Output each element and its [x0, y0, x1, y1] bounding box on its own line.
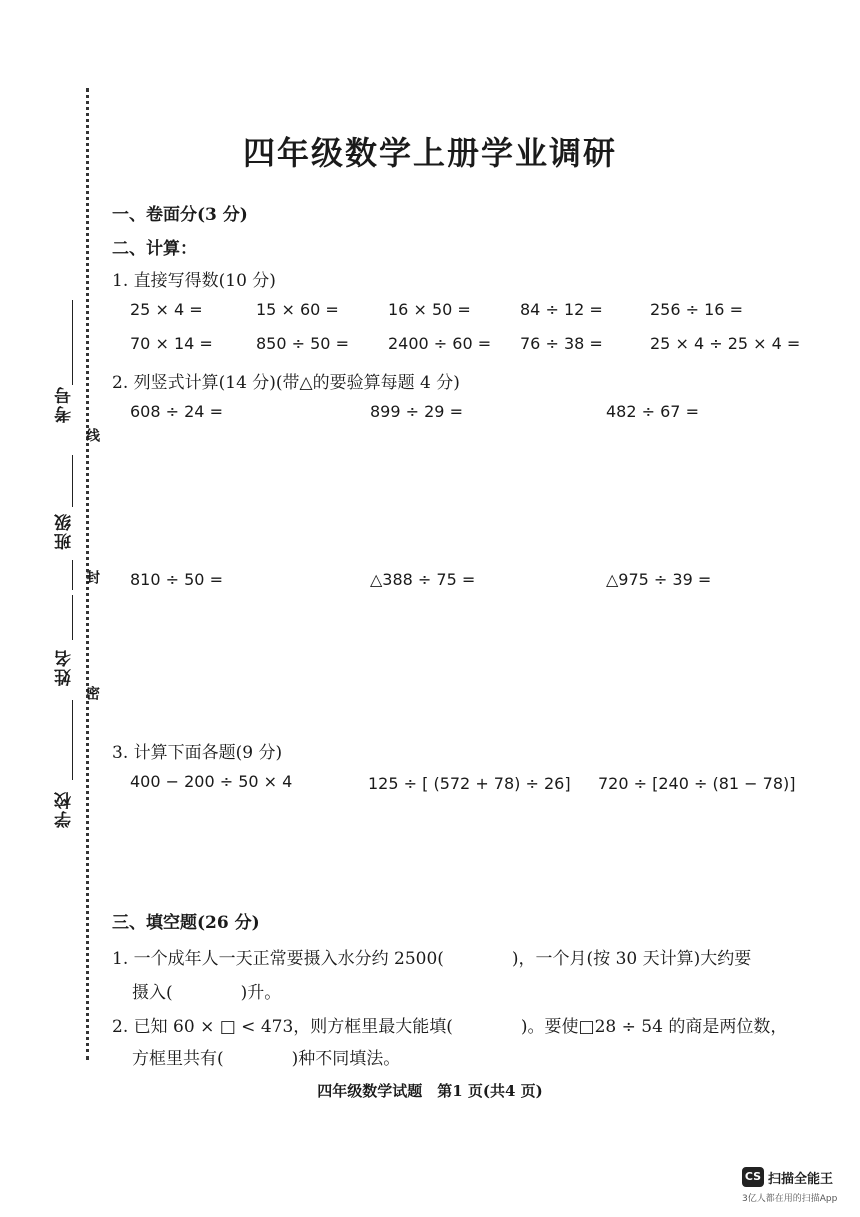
q1-r2-c4: 76 ÷ 38 = — [520, 334, 603, 353]
fill-q1-line1: 1. 一个成年人一天正常要摄入水分约 2500( )，一个月(按 30 天计算)大约要 — [112, 949, 752, 969]
q2-r2-c2: △388 ÷ 75 = — [370, 570, 476, 589]
label-xuexiao: 学校 — [55, 790, 75, 828]
cs-logo-icon: CS — [742, 1167, 764, 1187]
fill-q2-line2: 方框里共有( )种不同填法。 — [132, 1049, 401, 1069]
mark-xian: 线 — [84, 428, 100, 442]
q1-r2-c3: 2400 ÷ 60 = — [388, 334, 492, 353]
q2-r2-c3: △975 ÷ 39 = — [606, 570, 712, 589]
mark-mi: 密 — [84, 686, 100, 700]
label-kaohao: 考号 — [55, 385, 75, 423]
q1-r1-c5: 256 ÷ 16 = — [650, 300, 743, 319]
logo-subtitle: 3亿人都在用的扫描App — [742, 1194, 838, 1204]
q2-r1-c1: 608 ÷ 24 = — [130, 402, 223, 421]
page-title: 四年级数学上册学业调研 — [242, 134, 617, 172]
fill-q1-line2: 摄入( )升。 — [132, 983, 282, 1003]
xingming-underline — [72, 595, 73, 640]
q1-r1-c2: 15 × 60 = — [256, 300, 339, 319]
q2-r1-c2: 899 ÷ 29 = — [370, 402, 463, 421]
banji-underline-lower — [72, 560, 73, 590]
banji-underline — [72, 455, 73, 507]
q2-r2-c1: 810 ÷ 50 = — [130, 570, 223, 589]
mark-feng: 封 — [84, 570, 100, 584]
q1-r2-c1: 70 × 14 = — [130, 334, 213, 353]
q1-r2-c5: 25 × 4 ÷ 25 × 4 = — [650, 334, 801, 353]
q2-r1-c3: 482 ÷ 67 = — [606, 402, 699, 421]
fill-q2-line1: 2. 已知 60 × □ < 473，则方框里最大能填( )。要使□28 ÷ 54 的商是两位数， — [112, 1017, 788, 1037]
section-tiankong: 三、填空题(26 分) — [112, 913, 260, 933]
q1-r1-c1: 25 × 4 = — [130, 300, 203, 319]
label-banji: 班级 — [55, 512, 75, 550]
q3-c1: 400 − 200 ÷ 50 × 4 — [130, 772, 293, 791]
q3-title: 3. 计算下面各题(9 分) — [112, 743, 283, 763]
label-xingming: 姓名 — [55, 648, 75, 686]
xuexiao-underline — [72, 700, 73, 780]
q1-title: 1. 直接写得数(10 分) — [112, 271, 276, 291]
q3-c3: 720 ÷ [240 ÷ (81 − 78)] — [598, 774, 796, 793]
logo-name: 扫描全能王 — [768, 1172, 834, 1187]
section-jisuan: 二、计算： — [112, 239, 197, 259]
q1-r1-c3: 16 × 50 = — [388, 300, 471, 319]
q1-r2-c2: 850 ÷ 50 = — [256, 334, 349, 353]
q1-r1-c4: 84 ÷ 12 = — [520, 300, 603, 319]
page-footer: 四年级数学试题 第1 页(共4 页) — [317, 1082, 543, 1100]
kaohao-underline — [72, 300, 73, 385]
q3-c2: 125 ÷ [ (572 + 78) ÷ 26] — [368, 774, 571, 793]
q2-title: 2. 列竖式计算(14 分)(带△的要验算每题 4 分) — [112, 373, 460, 393]
section-juanmian: 一、卷面分(3 分) — [112, 205, 248, 225]
